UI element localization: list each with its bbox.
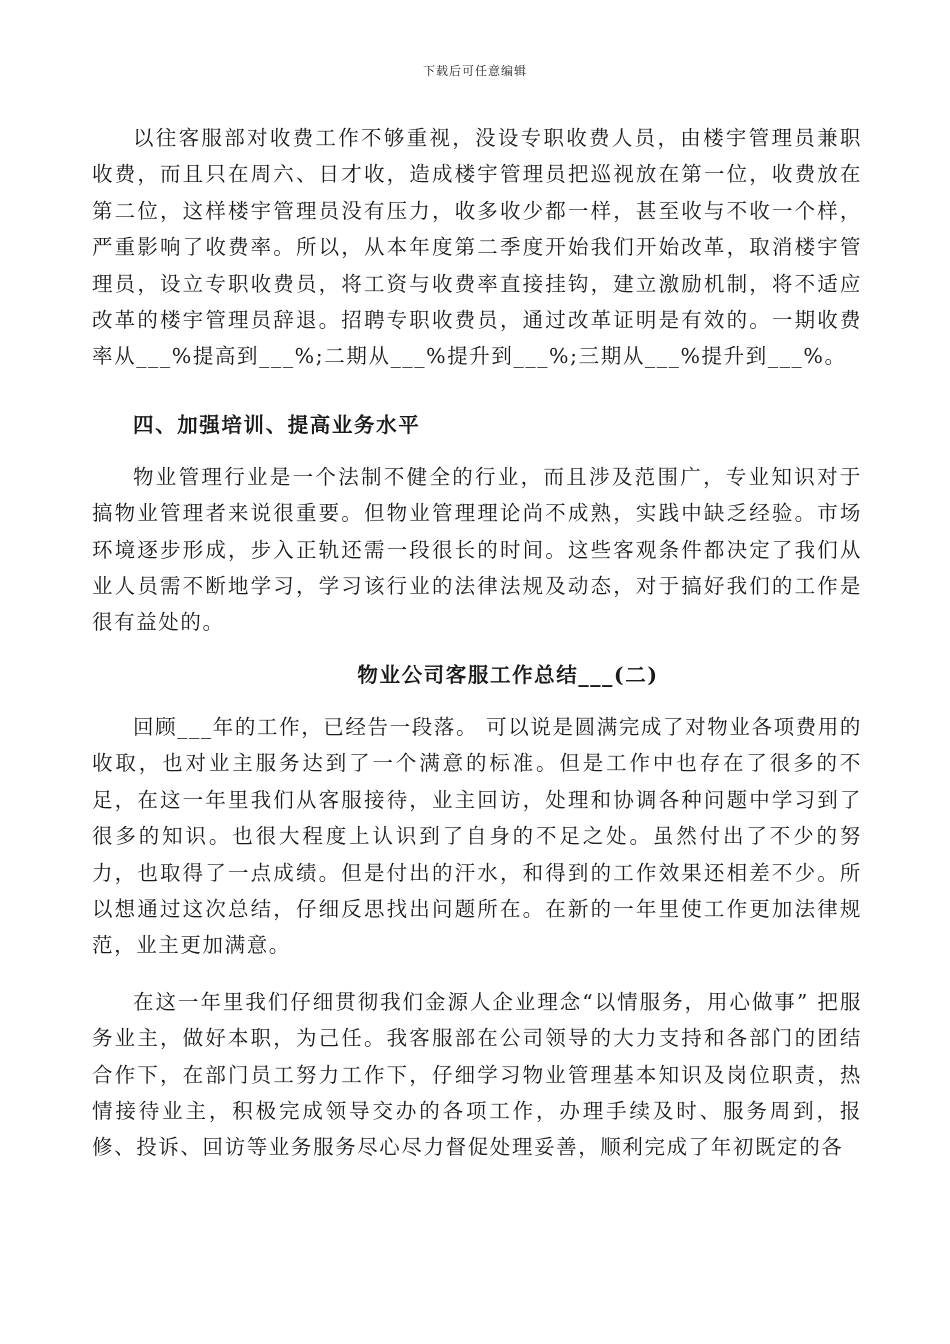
paragraph-training: 物业管理行业是一个法制不健全的行业，而且涉及范围广，专业知识对于搞物业管理者来说很重要。但物业管理理论尚不成熟，实践中缺乏经验。市场环境逐步形成，步入正轨还需一段很长的时间。这些客观条件都决定了我们从业人员需不断地学习，学习该行业的法律法规及动态，对于搞好我们的工作是很有益处的。 bbox=[92, 464, 862, 635]
section-heading-training: 四、加强培训、提高业务水平 bbox=[133, 412, 421, 437]
document-body bbox=[92, 120, 862, 1166]
page-header: 下载后可任意编辑 bbox=[422, 64, 527, 78]
paragraph-fee-reform: 以往客服部对收费工作不够重视，没设专职收费人员，由楼宇管理员兼职收费，而且只在周六、日才收，造成楼宇管理员把巡视放在第一位，收费放在第二位，这样楼宇管理员没有压力，收多收少都一样，甚至收与不收一个样，严重影响了收费率。所以，从本年度第二季度开始我们开始改革，取消楼宇管理员，设立专职收费员，将工资与收费率直接挂钩，建立激励机制，将不适应改革的楼宇管理员辞退。招聘专职收费员，通过改革证明是有效的。一期收费率从___%提高到___%;二期从___%提升到___%;三期从___%提升到___%。 bbox=[92, 126, 862, 369]
document-title: 物业公司客服工作总结___(二) bbox=[357, 662, 659, 687]
paragraph-gap bbox=[92, 964, 862, 984]
paragraph-service-philosophy: 在这一年里我们仔细贯彻我们金源人企业理念“以情服务，用心做事” 把服务业主，做好本职，为己任。我客服部在公司领导的大力支持和各部门的团结合作下，在部门员工努力工作下，仔细学习物业管理基本知识及岗位职责，热情接待业主，积极完成领导交办的各项工作，办理手续及时、服务周到，报修、投诉、回访等业务服务尽心尽力督促处理妥善，顺利完成了年初既定的各 bbox=[92, 989, 862, 1160]
paragraph-review: 回顾___年的工作，已经告一段落。 可以说是圆满完成了对物业各项费用的收取，也对业主服务达到了一个满意的标准。但是工作中也存在了很多的不足，在这一年里我们从客服接待，业主回访，处理和协调各种问题中学习到了很多的知识。也很大程度上认识到了自身的不足之处。虽然付出了不少的努力，也取得了一点成绩。但是付出的汗水，和得到的工作效果还相差不少。所以想通过这次总结，仔细反思找出问题所在。在新的一年里使工作更加法律规范，业主更加满意。 bbox=[92, 714, 862, 958]
